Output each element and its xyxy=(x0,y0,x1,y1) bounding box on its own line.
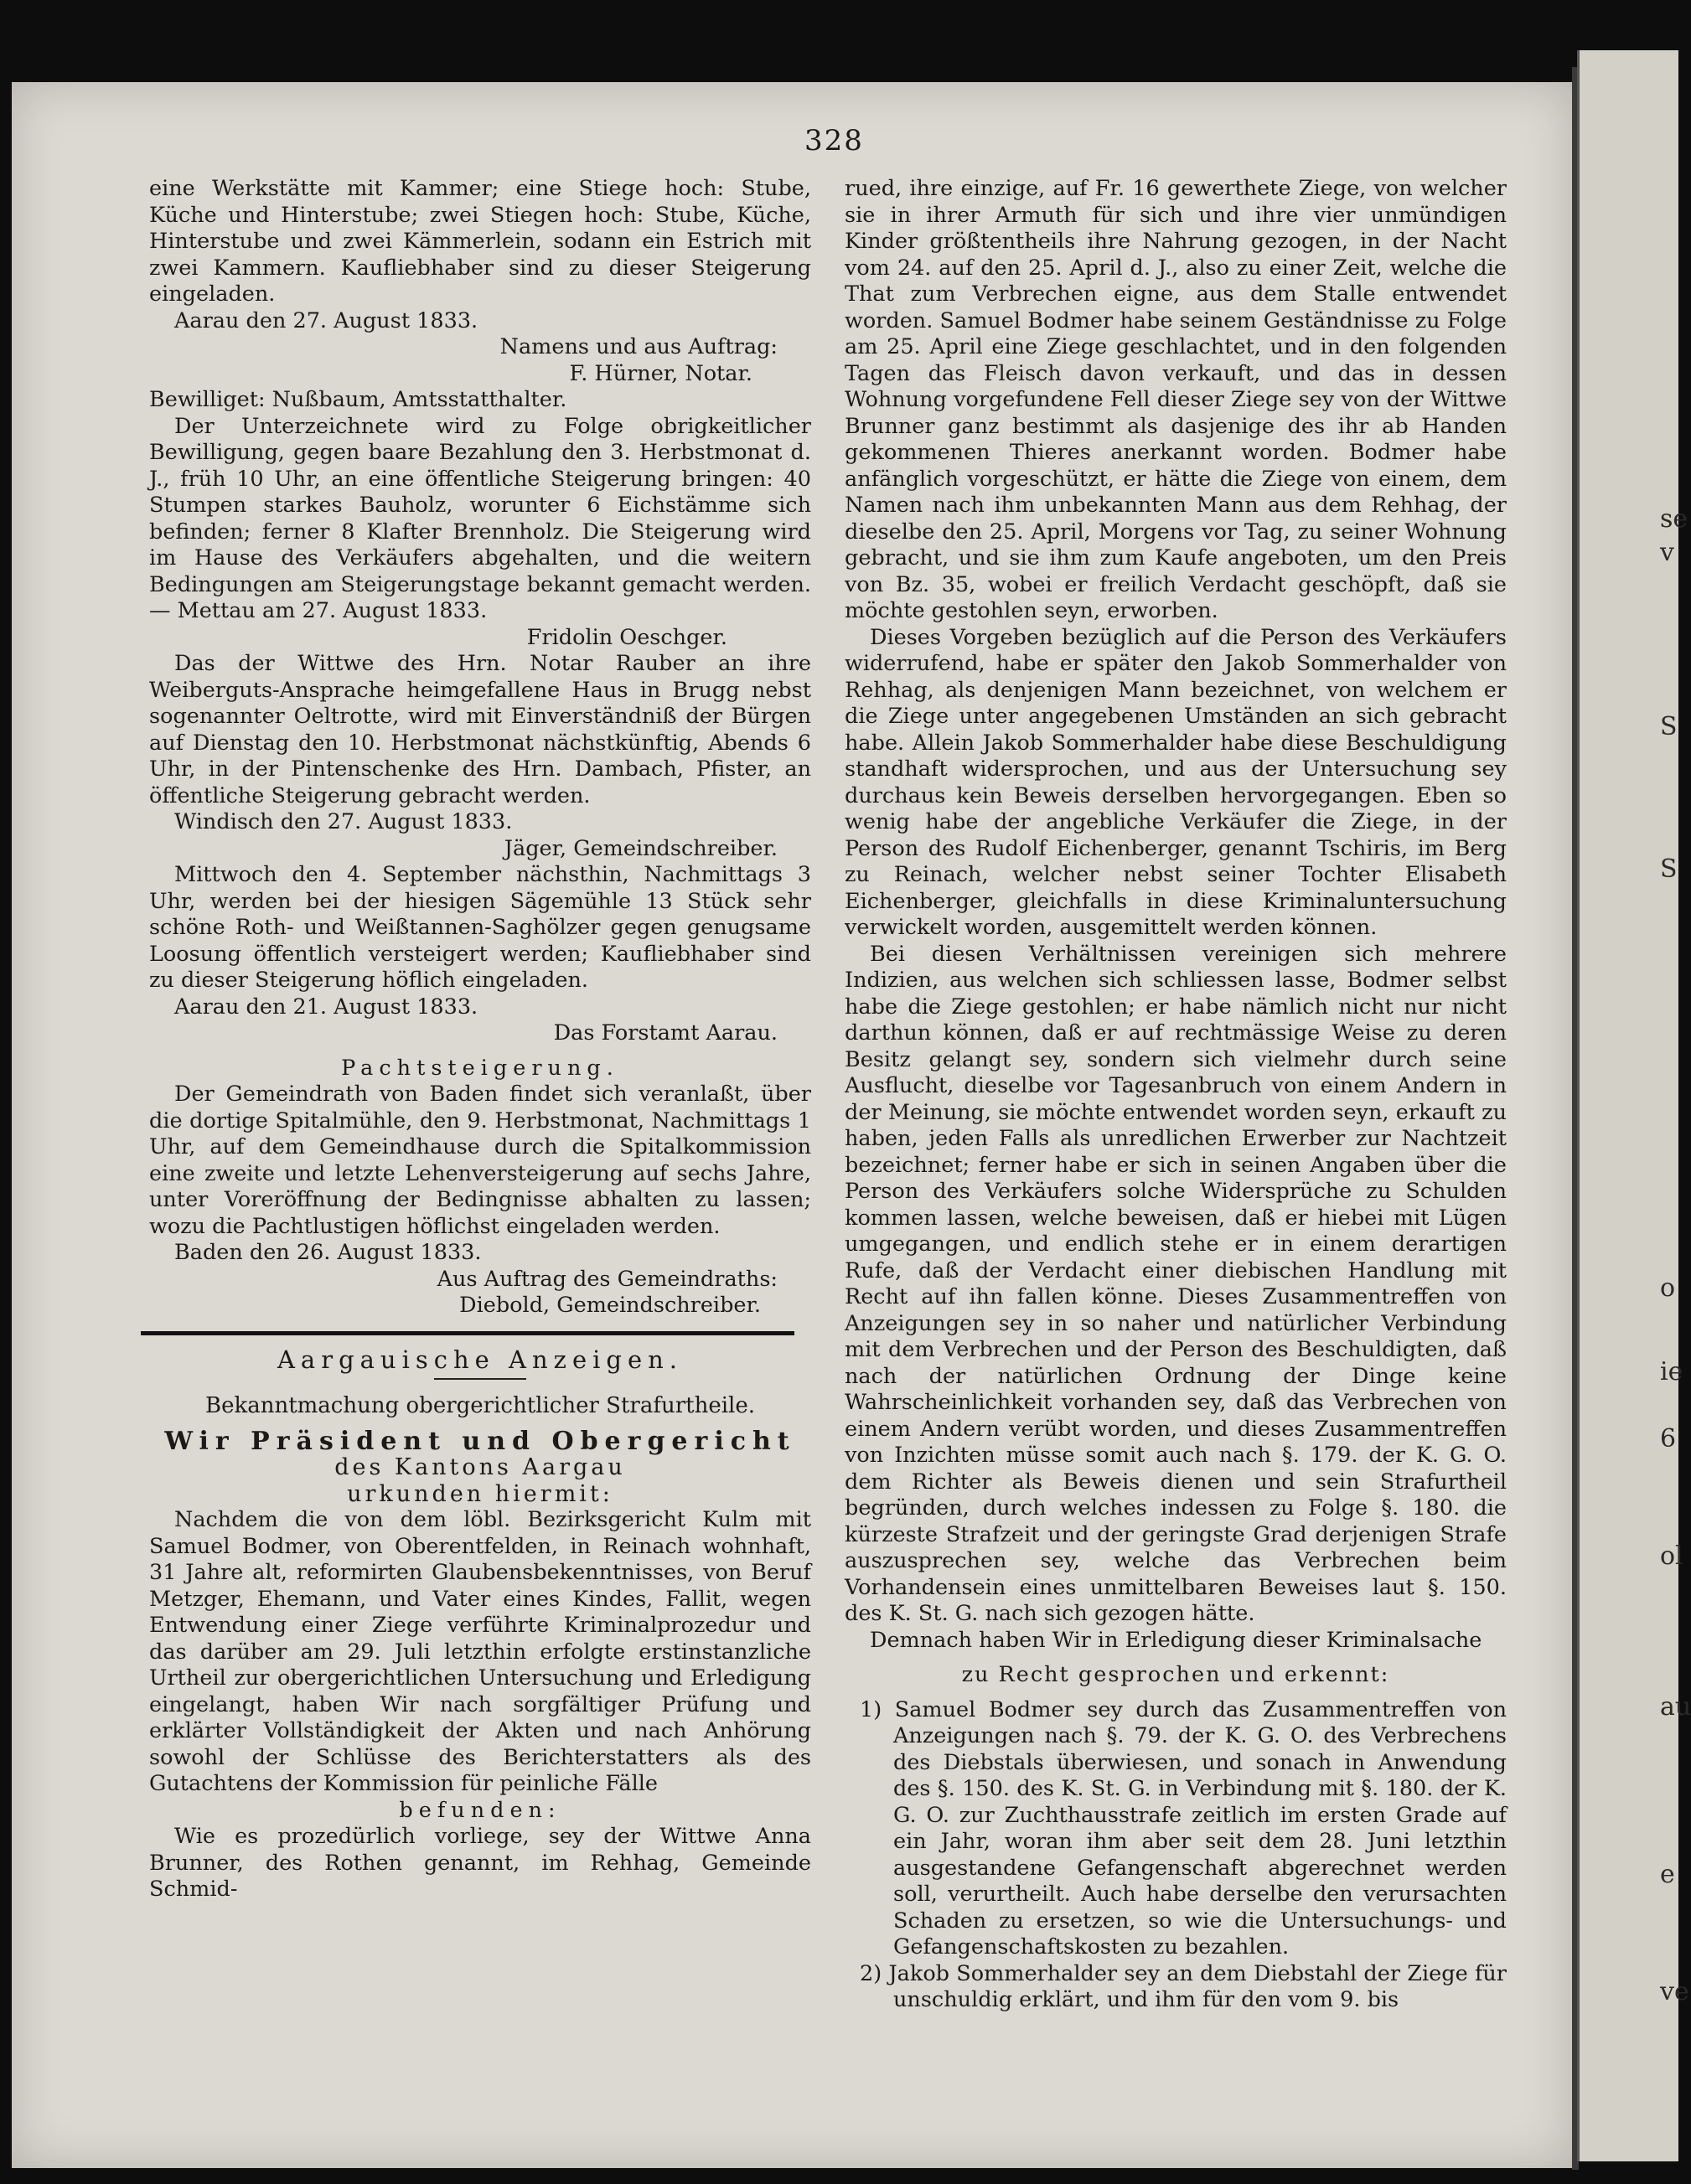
title-rule xyxy=(434,1378,526,1380)
verdict-item: 2) Jakob Sommerhalder sey an dem Diebstahl der Ziege für unschuldig erklärt, und ihm für den vom 9. bis xyxy=(860,1960,1507,2012)
ad-signature: Das Forstamt Aarau. xyxy=(553,1020,778,1046)
verdict-item: 1) Samuel Bodmer sey durch das Zusammentreffen von Anzeigungen nach §. 79. der K. G. O. des Verbrechens des Diebstals überwiesen, und sonach in Anwendung des §. 150. des K. St. G. in Verbindung mit §. 180. der K. G. O. zur Zuchthausstrafe zeitlich im ersten Grade auf ein Jahr, woran ihm aber seit dem 28. Juni letzthin ausgestandene Gefangenschaft abgerechnet werden soll, verurtheilt. Auch habe derselbe den verursachten Schaden zu ersetzen, so wie die Untersuchungs- und Gefangenschaftskosten zu bezahlen. xyxy=(860,1696,1507,1959)
verdict-heading: zu Recht gesprochen und erkennt: xyxy=(961,1662,1390,1687)
judgment-paragraph: Demnach haben Wir in Erledigung dieser Kriminalsache xyxy=(870,1627,1482,1653)
judgment-paragraph: Bei diesen Verhältnissen vereinigen sich mehrere Indizien, aus welchen sich schliessen lasse, Bodmer selbst habe die Ziege gestohlen; er habe nämlich nicht nur nicht darthun können, daß er auf rechtmässige Weise zu deren Besitz gelangt sey, sondern sich vielmehr durch seine Ausflucht, dieselbe vor Tagesanbruch von einem Andern in der Meinung, sie möchte entwendet worden seyn, erkauft zu haben, jeden Falls als unredlichen Erwerber zur Nachtzeit bezeichnet; ferner habe er sich in seinen Angaben über die Person des Verkäufers solche Widersprüche zu Schulden kommen lassen, welche beweisen, daß er hiebei mit Lügen umgegangen, und endlich stehe er in einem derartigen Rufe, daß der Verdacht einer diebischen Handlung mit Recht auf ihn fallen könne. Dieses Zusammentreffen von Anzeigungen sey in so naher und natürlicher Verbindung mit dem Verbrechen und der Person des Beschuldigten, daß nach der natürlichen Ordnung der Dinge keine Wahrscheinlichkeit vorhanden sey, daß das Verbrechen von einem Andern verübt worden, und dieses Zusammentreffen von Inzichten müsse somit auch nach §. 179. der K. G. O. dem Richter als Beweis dienen und sein Strafurtheil begründen, durch welches indessen zu Folge §. 180. die kürzeste Strafzeit und der geringste Grad derjenigen Strafe auszusprechen sey, welche das Verbrechen beim Vorhandensein eines unmittelbaren Beweises laut §. 150. des K. St. G. nach sich gezogen hätte. xyxy=(845,941,1507,1626)
befunden-heading: befunden: xyxy=(399,1797,561,1823)
section-subtitle: Bekanntmachung obergerichtlicher Strafurtheile. xyxy=(204,1393,756,1418)
adjacent-text-fragment: 6 xyxy=(1660,1424,1677,1453)
ad-signature: Aus Auftrag des Gemeindraths: xyxy=(437,1266,778,1292)
ad-place-date: Aarau den 27. August 1833. xyxy=(174,307,478,333)
ad-body: eine Werkstätte mit Kammer; eine Stiege hoch: Stube, Küche und Hinterstube; zwei Stiegen hoch: Stube, Küche, Hinterstube und zwei Kämmerlein, sodann ein Estrich mit zwei Kammern. Kaufliebhaber sind zu dieser Steigerung eingeladen. xyxy=(149,176,811,307)
adjacent-text-fragment: o xyxy=(1660,1273,1676,1303)
court-body: Wie es prozedürlich vorliege, sey der Wittwe Anna Brunner, des Rothen genannt, im Rehhag, Gemeinde Schmid- xyxy=(149,1824,811,1902)
court-subheading: des Kantons Aargau xyxy=(334,1454,626,1480)
adjacent-text-fragment: ie xyxy=(1660,1357,1683,1386)
adjacent-text-fragment: ve xyxy=(1660,1977,1689,2006)
court-heading: Wir Präsident und Obergericht xyxy=(164,1426,796,1456)
judgment-paragraph: rued, ihre einzige, auf Fr. 16 gewerthete Ziege, von welcher sie in ihrer Armuth für sich und ihre vier unmündigen Kinder größtentheils ihre Nahrung gezogen, in der Nacht vom 24. auf den 25. April d. J., also zu einer Zeit, welche die That zum Verbrechen eigne, aus dem Stalle entwendet worden. Samuel Bodmer habe seinem Geständnisse zu Folge am 25. April eine Ziege geschlachtet, und in den folgenden Tagen das Fleisch davon verkauft, und das in dessen Wohnung vorgefundene Fell dieser Ziege sey von der Wittwe Brunner ganz bestimmt als dasjenige des ihr ab Handen gekommenen Thieres anerkannt worden. Bodmer habe anfänglich vorgeschützt, er hätte die Ziege von einem, dem Namen nach ihm unbekannten Mann aus dem Rehhag, der dieselbe den 25. April, Morgens vor Tag, zu seiner Wohnung gebracht, und sie ihm zum Kaufe angeboten, um den Preis von Bz. 35, wobei er freilich Verdacht geschöpft, daß sie möchte gestohlen seyn, erworben. xyxy=(845,176,1507,623)
ad-signature: Fridolin Oeschger. xyxy=(526,624,727,650)
section-divider xyxy=(141,1331,794,1335)
section-title: Aargauische Anzeigen. xyxy=(277,1345,684,1374)
pacht-title: Pachtsteigerung. xyxy=(341,1055,619,1081)
adjacent-text-fragment: e xyxy=(1660,1860,1675,1889)
ad-body: Das der Wittwe des Hrn. Notar Rauber an ihre Weiberguts-Ansprache heimgefallene Haus in Brugg nebst sogenannter Oeltrotte, wird mit Einverständniß der Bürgen auf Dienstag den 10. Herbstmonat nächstkünftig, Abends 6 Uhr, in der Pintenschenke des Hrn. Dambach, Pfister, an öffentliche Steigerung gebracht werden. xyxy=(149,651,811,808)
adjacent-text-fragment: se xyxy=(1660,504,1688,534)
court-body: Nachdem die von dem löbl. Bezirksgericht Kulm mit Samuel Bodmer, von Oberentfelden, in Reinach wohnhaft, 31 Jahre alt, reformirten Glaubensbekenntnisses, von Beruf Metzger, Ehemann, und Vater eines Kindes, Fallit, wegen Entwendung einer Ziege verführte Kriminalprozedur und das darüber am 29. Juli letzthin erfolgte erstinstanzliche Urtheil zur obergerichtlichen Untersuchung und Erledigung eingelangt, haben Wir nach sorgfältiger Prüfung und erklärter Vollständigkeit der Akten und nach Anhörung sowohl der Schlüsse des Berichterstatters als des Gutachtens der Kommission für peinliche Fälle xyxy=(149,1507,811,1796)
ad-signature: Diebold, Gemeindschreiber. xyxy=(459,1293,761,1318)
adjacent-page-edge xyxy=(1577,50,1691,2161)
right-column xyxy=(845,176,1507,2014)
ad-signature: F. Hürner, Notar. xyxy=(569,360,752,386)
ad-signature: Jäger, Gemeindschreiber. xyxy=(504,835,778,861)
ad-place-date: Baden den 26. August 1833. xyxy=(174,1240,482,1265)
judgment-paragraph: Dieses Vorgeben bezüglich auf die Person des Verkäufers widerrufend, habe er später den Jakob Sommerhalder von Rehhag, als denjenigen Mann bezeichnet, von welchem er die Ziege unter angegebenen Umständen an sich gebracht habe. Allein Jakob Sommerhalder habe diese Beschuldigung standhaft widersprochen, und aus der Untersuchung sey durchaus kein Beweis derselben hervorgegangen. Eben so wenig habe der angebliche Verkäufer die Ziege, in der Person des Rudolf Eichenberger, genannt Tschiris, im Berg zu Reinach, welcher nebst seiner Tochter Elisabeth Eichenberger, gleichfalls in diese Kriminaluntersuchung verwickelt worden, ausgemittelt werden können. xyxy=(845,624,1507,940)
adjacent-text-fragment: ol xyxy=(1660,1541,1683,1571)
left-column xyxy=(149,176,811,1903)
ad-body: Der Gemeindrath von Baden findet sich veranlaßt, über die dortige Spitalmühle, den 9. Herbstmonat, Nachmittags 1 Uhr, auf dem Gemeindhause durch die Spitalkommission eine zweite und letzte Lehenversteigerung auf sechs Jahre, unter Voreröffnung der Bedingnisse abhalten zu lassen; wozu die Pachtlustigen höflichst eingeladen werden. xyxy=(149,1082,811,1239)
ad-body: Mittwoch den 4. September nächsthin, Nachmittags 3 Uhr, werden bei der hiesigen Sägemühle 13 Stück sehr schöne Roth- und Weißtannen-Saghölzer gegen genugsame Loosung öffentlich versteigert werden; Kaufliebhaber sind zu dieser Steigerung höflich eingeladen. xyxy=(149,862,811,993)
adjacent-text-fragment: S xyxy=(1660,712,1678,741)
court-subheading: urkunden hiermit: xyxy=(347,1480,613,1507)
ad-approval: Bewilliget: Nußbaum, Amtsstatthalter. xyxy=(149,387,567,412)
adjacent-text-fragment: S xyxy=(1660,854,1678,884)
adjacent-text-fragment: v xyxy=(1660,538,1674,567)
ad-place-date: Aarau den 21. August 1833. xyxy=(174,994,478,1020)
ad-place-date: Windisch den 27. August 1833. xyxy=(174,809,513,834)
adjacent-text-fragment: au xyxy=(1660,1692,1691,1722)
ad-body: Der Unterzeichnete wird zu Folge obrigkeitlicher Bewilligung, gegen baare Bezahlung den 3. Herbstmonat d. J., früh 10 Uhr, an eine öffentliche Steigerung bringen: 40 Stumpen starkes Bauholz, worunter 6 Eichstämme sich befinden; ferner 8 Klafter Brennholz. Die Steigerung wird im Hause des Verkäufers abgehalten, und die weitern Bedingungen am Steigerungstage bekannt gemacht werden. — Mettau am 27. August 1833. xyxy=(149,413,811,623)
page-number: 328 xyxy=(804,124,864,157)
ad-signature: Namens und aus Auftrag: xyxy=(499,334,778,359)
